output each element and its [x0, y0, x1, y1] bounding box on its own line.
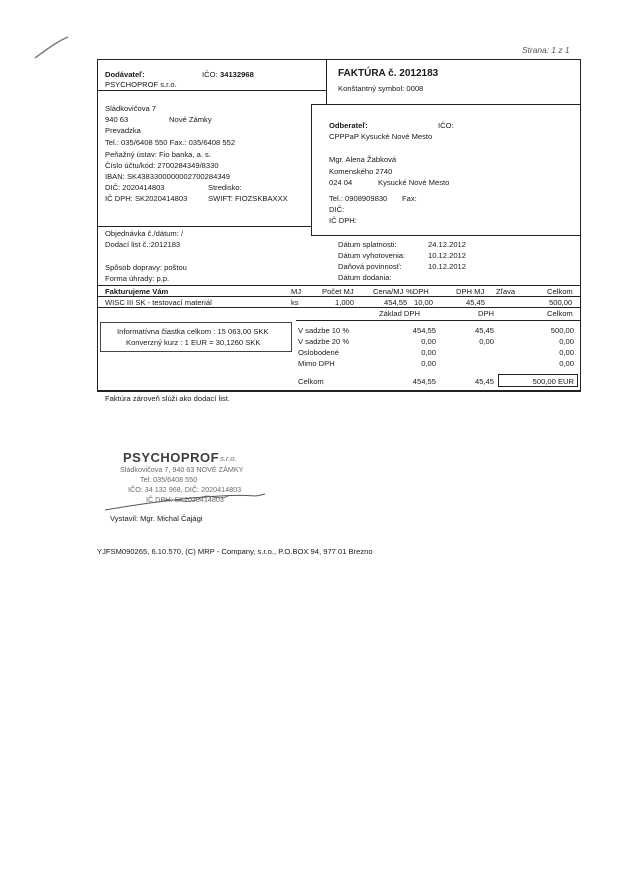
items-header-price: Cena/MJ: [373, 287, 404, 296]
items-header-desc: Fakturujeme Vám: [105, 287, 169, 296]
supplier-ico-label: IČO:: [202, 70, 218, 79]
date-label-delivery: Dátum dodania:: [338, 273, 392, 282]
summary-base: 0,00: [421, 337, 436, 346]
customer-zip: 024 04: [329, 178, 353, 187]
summary-base: 0,00: [421, 359, 436, 368]
item-unit: ks: [291, 298, 299, 307]
summary-total-vat: 45,45: [474, 377, 494, 386]
supplier-ico: 34132968: [220, 70, 254, 79]
summary-base: 454,55: [412, 326, 436, 335]
info-rate: Konverzný kurz : 1 EUR = 30,1260 SKK: [126, 338, 261, 347]
items-header-total: Celkom: [547, 287, 573, 296]
items-header-vat-pct: %DPH: [406, 287, 429, 296]
stamp-name: PSYCHOPROF: [123, 450, 220, 465]
item-vat-pct: 10,00: [414, 298, 434, 307]
customer-street: Komenského 2740: [329, 167, 393, 176]
item-vat-unit: 45,45: [466, 298, 486, 307]
payment: Forma úhrady: p.p.: [105, 274, 170, 283]
supplier-city: Nové Zámky: [169, 115, 212, 124]
summary-total: 500,00: [550, 326, 574, 335]
customer-dic: DIČ:: [329, 205, 345, 214]
date-value-due: 24.12.2012: [428, 240, 467, 249]
customer-label: Odberateľ:: [329, 121, 368, 130]
summary-total: 0,00: [559, 359, 574, 368]
summary-vat: 0,00: [479, 337, 494, 346]
delivery-note-statement: Faktúra zároveň slúži ako dodací list.: [105, 394, 230, 403]
signature: [100, 486, 270, 516]
supplier-center: Stredisko:: [208, 183, 242, 192]
summary-total-label: Celkom: [298, 377, 324, 386]
customer-phone: Tel.: 0908909830: [329, 194, 388, 203]
item-price: 454,55: [384, 298, 408, 307]
summary-header-vat: DPH: [478, 309, 495, 318]
summary-header-total: Celkom: [547, 309, 573, 318]
supplier-phone: Tel.: 035/6408 550 Fax.: 035/6408 552: [105, 138, 236, 147]
customer-fax: Fax:: [402, 194, 417, 203]
summary-total: 0,00: [559, 337, 574, 346]
supplier-dic: DIČ: 2020414803: [105, 183, 165, 192]
stamp-line-3: IČO: 34 132 968, DIČ: 2020414803: [128, 485, 242, 494]
items-header-vat-unit: DPH MJ: [456, 287, 485, 296]
stamp-line-1: Sládkovičova 7, 940 63 NOVÉ ZÁMKY: [120, 465, 244, 474]
summary-label: V sadzbe 10 %: [298, 326, 350, 335]
item-desc: WISC III SK - testovací materiál: [105, 298, 212, 307]
items-header-discount: Zľava: [496, 287, 516, 296]
supplier-account: Číslo účtu/kód: 2700284349/8330: [105, 161, 219, 170]
stamp-line-4: IČ DPH: SK2020414803: [146, 495, 224, 504]
supplier-name: PSYCHOPROF s.r.o.: [105, 80, 177, 89]
items-header-qty: Počet MJ: [322, 287, 354, 296]
date-label-due: Dátum splatnosti:: [338, 240, 397, 249]
item-total: 500,00: [549, 298, 573, 307]
customer-contact: Mgr. Alena Žabková: [329, 155, 397, 164]
supplier-bank: Peňažný ústav: Fio banka, a. s.: [105, 150, 211, 159]
page-label: Strana: 1 z 1: [522, 45, 570, 55]
summary-label: V sadzbe 20 %: [298, 337, 350, 346]
summary-vat: 45,45: [474, 326, 494, 335]
summary-total: 0,00: [559, 348, 574, 357]
customer-ico-label: IČO:: [438, 121, 454, 130]
footer: YJFSM090265, 6.10.570, (C) MRP - Company, s.r.o., P.O.BOX 94, 977 01 Brezno: [97, 547, 373, 556]
date-label-tax: Daňová povinnosť:: [338, 262, 402, 271]
supplier-swift: SWIFT: FIOZSKBAXXX: [208, 194, 288, 203]
customer-icdph: IČ DPH:: [329, 216, 357, 225]
summary-header-base: Základ DPH: [379, 309, 420, 318]
date-value-issue: 10.12.2012: [428, 251, 467, 260]
stamp-suffix: s.r.o.: [220, 454, 237, 463]
pen-mark: [32, 34, 72, 62]
items-header-unit: MJ: [291, 287, 302, 296]
supplier-location: Prevadzka: [105, 126, 141, 135]
supplier-street: Sládkovičova 7: [105, 104, 157, 113]
supplier-label: Dodávateľ:: [105, 70, 145, 79]
stamp-line-2: Tel: 035/6408 550: [140, 475, 198, 484]
constant-symbol: Konštantný symbol: 0008: [338, 84, 424, 93]
order-ref: Objednávka č./dátum: /: [105, 229, 184, 238]
invoice-title: FAKTÚRA č. 2012183: [338, 68, 439, 79]
customer-city: Kysucké Nové Mesto: [378, 178, 450, 187]
summary-base: 0,00: [421, 348, 436, 357]
date-value-tax: 10.12.2012: [428, 262, 467, 271]
delivery-note: Dodací list č.:2012183: [105, 240, 181, 249]
summary-label: Oslobodené: [298, 348, 339, 357]
info-amount: Informatívna čiastka celkom : 15 063,00 SKK: [117, 327, 269, 336]
grand-total: 500,00 EUR: [532, 377, 574, 386]
supplier-zip: 940 63: [105, 115, 129, 124]
supplier-icdph: IČ DPH: SK2020414803: [105, 194, 188, 203]
customer-name: CPPPaP Kysucké Nové Mesto: [329, 132, 433, 141]
summary-label: Mimo DPH: [298, 359, 335, 368]
transport: Spôsob dopravy: poštou: [105, 263, 187, 272]
summary-total-base: 454,55: [412, 377, 436, 386]
issued-by: Vystavil: Mgr. Michal Čajági: [110, 514, 203, 523]
item-qty: 1,000: [335, 298, 355, 307]
supplier-iban: IBAN: SK4383300000002700284349: [105, 172, 230, 181]
date-label-issue: Dátum vyhotovenia:: [338, 251, 406, 260]
